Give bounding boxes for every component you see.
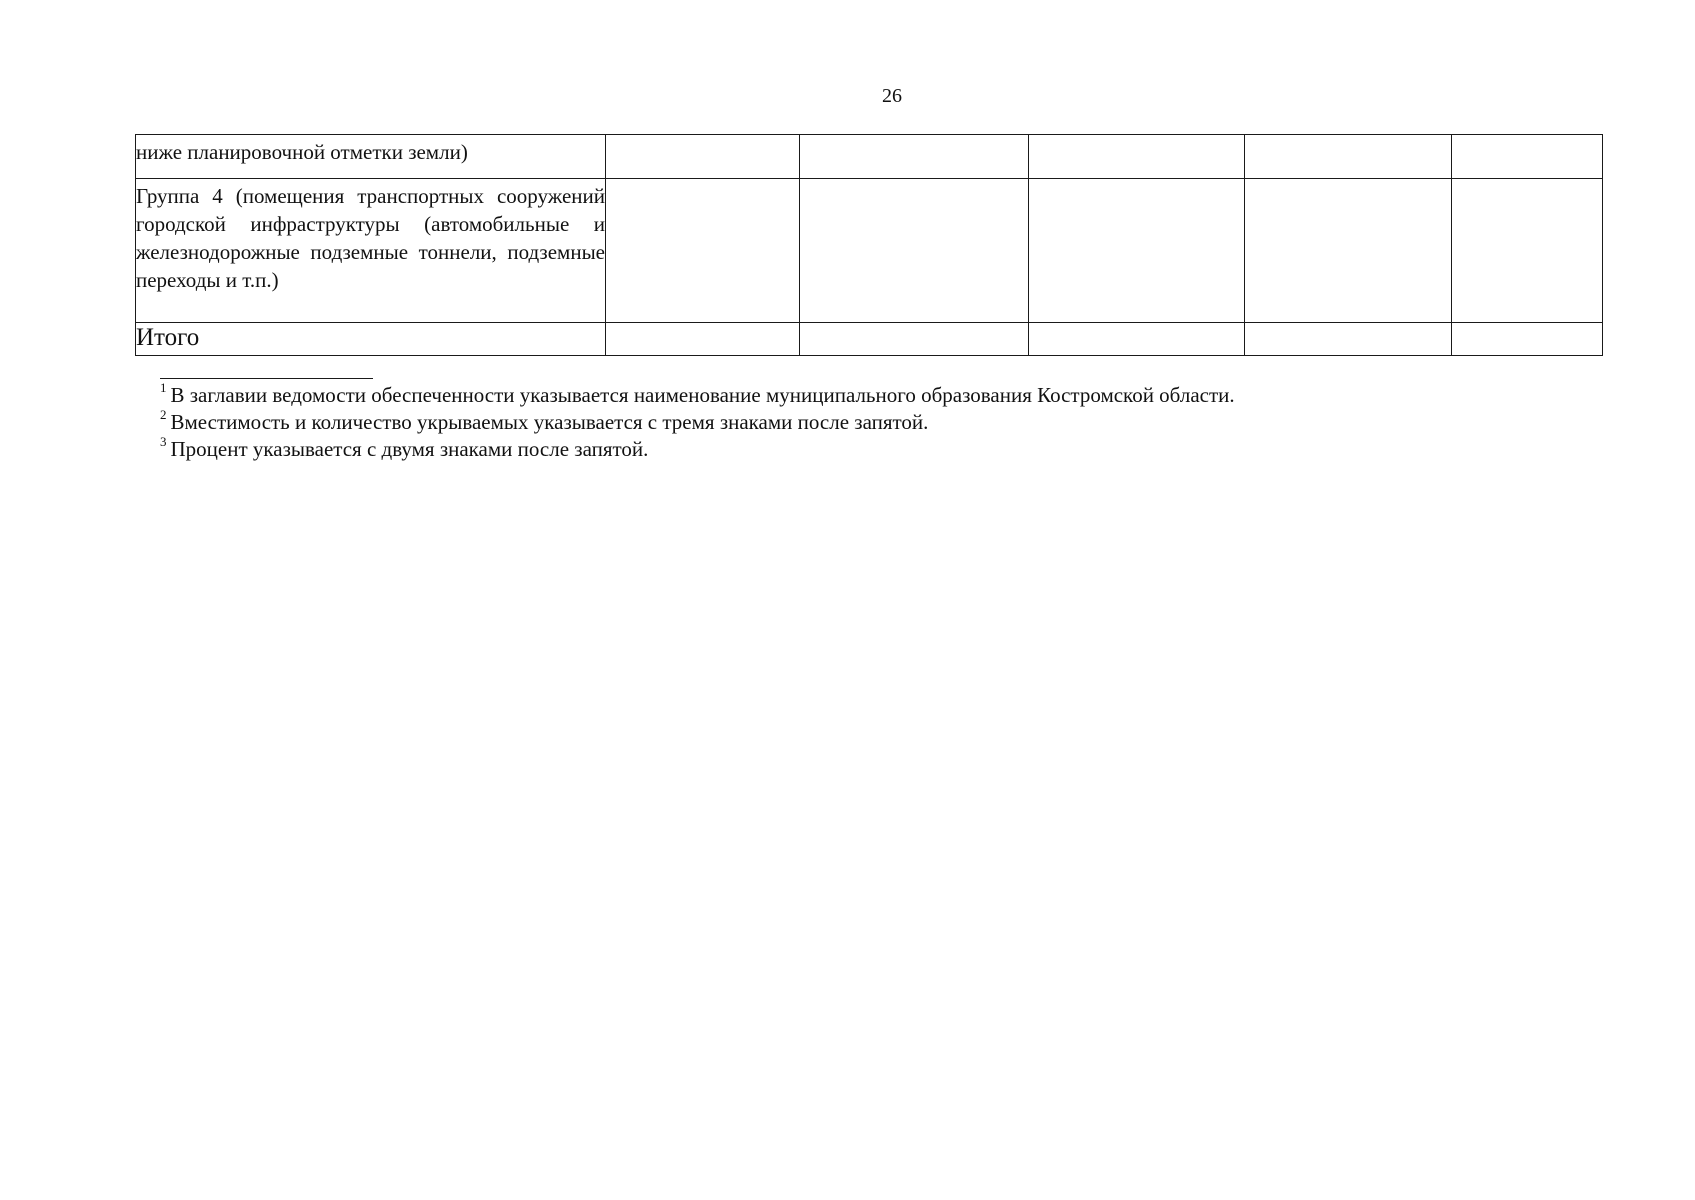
table-cell [800, 179, 1029, 323]
total-label: Итого [136, 323, 606, 356]
footnote-mark: 1 [160, 380, 167, 395]
table-cell [1029, 135, 1245, 179]
table-cell [606, 323, 800, 356]
footnote-divider [160, 378, 373, 379]
table-cell [1029, 179, 1245, 323]
table-cell [800, 323, 1029, 356]
table-cell [1452, 323, 1603, 356]
table-cell [1245, 323, 1452, 356]
footnotes [160, 382, 1560, 463]
footnote-1 [160, 382, 1560, 409]
footnote-3 [160, 436, 1560, 463]
table-cell [1245, 135, 1452, 179]
table-row [136, 135, 1603, 179]
footnote-mark: 2 [160, 407, 167, 422]
table-cell [800, 135, 1029, 179]
footnote-text: Процент указывается с двумя знаками после запятой. [170, 437, 649, 461]
footnote-mark: 3 [160, 434, 167, 449]
table-row [136, 179, 1603, 323]
row-label: Группа 4 (помещения транспортных сооружений городской инфраструктуры (автомобильные и железнодорожные подземные тоннели, подземные переходы и т.п.) [136, 179, 606, 323]
table-cell [1452, 179, 1603, 323]
table-row-total [136, 323, 1603, 356]
table-cell [1245, 179, 1452, 323]
footnote-text: В заглавии ведомости обеспеченности указывается наименование муниципального образования Костромской области. [170, 383, 1235, 407]
footnote-text: Вместимость и количество укрываемых указывается с тремя знаками после запятой. [170, 410, 929, 434]
table-cell [1029, 323, 1245, 356]
capacity-table [135, 134, 1603, 356]
row-label: ниже планировочной отметки земли) [136, 135, 606, 179]
table-cell [606, 135, 800, 179]
table-cell [1452, 135, 1603, 179]
page-number: 26 [882, 85, 902, 107]
footnote-2 [160, 409, 1560, 436]
table-cell [606, 179, 800, 323]
